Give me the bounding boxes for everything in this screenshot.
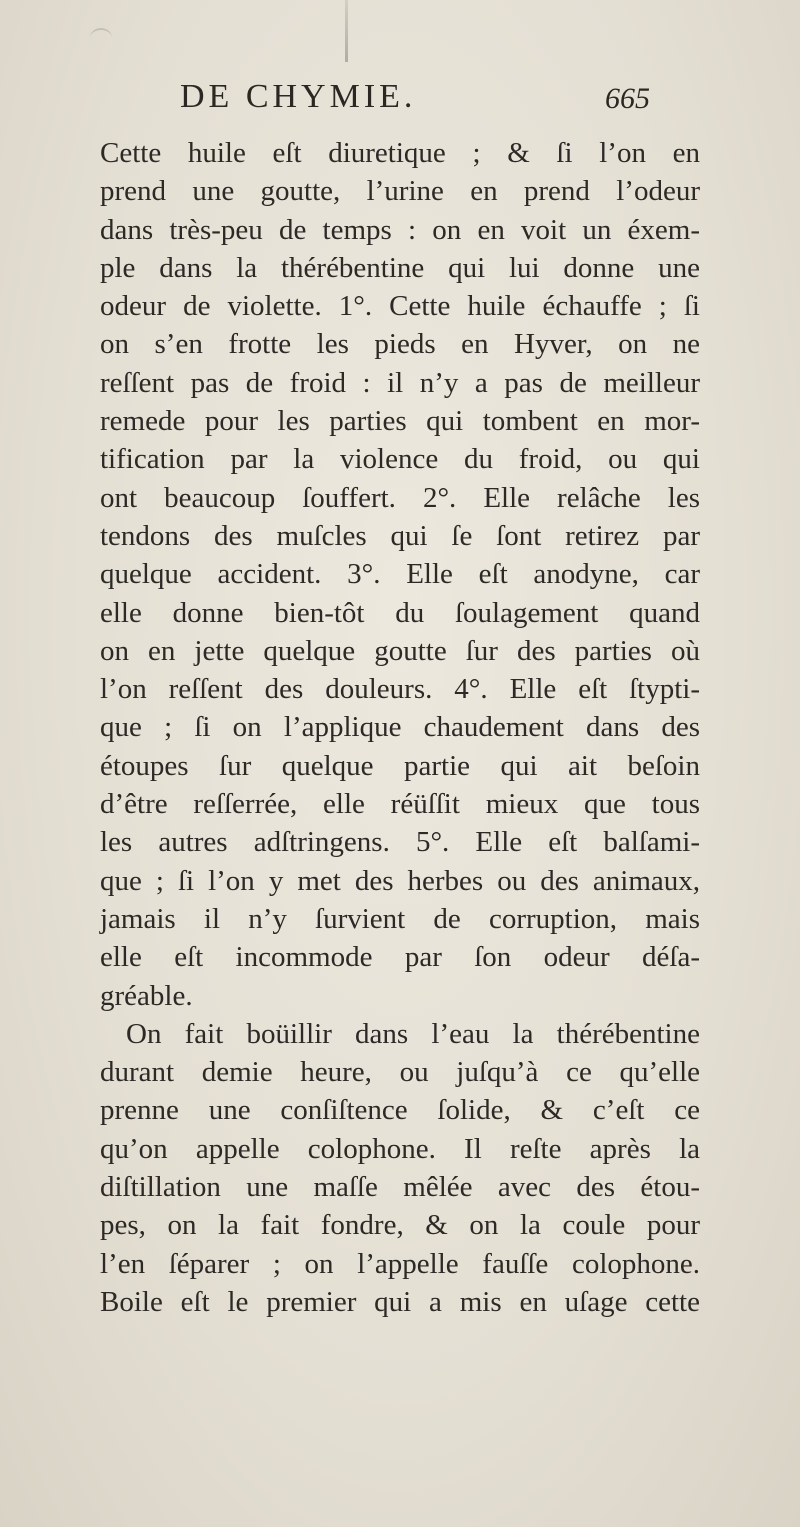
text-line: on s’en frotte les pieds en Hyver, on ne [100,328,700,361]
text-line: on en jette quelque goutte ſur des parties où [100,634,700,667]
text-line: reſſent pas de froid : il n’y a pas de meilleur [100,366,700,399]
paper-crease-mark [90,28,112,48]
text-line: On fait boüillir dans l’eau la thérébentine [126,1017,700,1050]
text-line: ple dans la thérébentine qui lui donne une [100,251,700,284]
text-line: les autres adſtringens. 5°. Elle eſt balſami- [100,826,700,859]
text-line: durant demie heure, ou juſqu’à ce qu’elle [100,1056,700,1089]
page-number: 665 [605,82,650,115]
running-title: DE CHYMIE. [180,78,417,115]
text-line: étoupes ſur quelque partie qui ait beſoin [100,749,700,782]
text-line: elle donne bien-tôt du ſoulagement quand [100,596,700,629]
text-line: tification par la violence du froid, ou qui [100,443,700,476]
text-line: l’on reſſent des douleurs. 4°. Elle eſt ſtypti- [100,673,700,706]
text-line: que ; ſi on l’applique chaudement dans des [100,711,700,744]
text-line: d’être reſſerrée, elle réüſſit mieux que tous [100,788,700,821]
page-header [180,78,650,130]
text-line: quelque accident. 3°. Elle eſt anodyne, car [100,558,700,591]
text-line: Boile eſt le premier qui a mis en uſage cette [100,1285,700,1318]
text-line: prenne une conſiſtence ſolide, & c’eſt ce [100,1094,700,1127]
text-line: prend une goutte, l’urine en prend l’odeur [100,175,700,208]
body-text [100,134,700,1321]
text-line: dans très-peu de temps : on en voit un éxem- [100,213,700,246]
text-line: que ; ſi l’on y met des herbes ou des animaux, [100,864,700,897]
text-line: ont beaucoup ſouffert. 2°. Elle relâche les [100,481,700,514]
text-line: diſtillation une maſſe mêlée avec des étou- [100,1171,700,1204]
text-line: remede pour les parties qui tombent en mor- [100,405,700,438]
text-line: gréable. [100,979,193,1012]
text-line: qu’on appelle colophone. Il reſte après la [100,1132,700,1165]
text-line: pes, on la fait fondre, & on la coule pour [100,1209,700,1242]
text-line: l’en ſéparer ; on l’appelle fauſſe colophone. [100,1247,700,1280]
text-line: odeur de violette. 1°. Cette huile échauffe ; ſi [100,290,700,323]
text-line: tendons des muſcles qui ſe ſont retirez par [100,519,700,552]
binding-thread-mark [345,0,348,62]
text-line: Cette huile eſt diuretique ; & ſi l’on en [100,137,700,169]
text-line: jamais il n’y ſurvient de corruption, mais [100,902,700,935]
text-line: elle eſt incommode par ſon odeur déſa- [100,941,700,974]
